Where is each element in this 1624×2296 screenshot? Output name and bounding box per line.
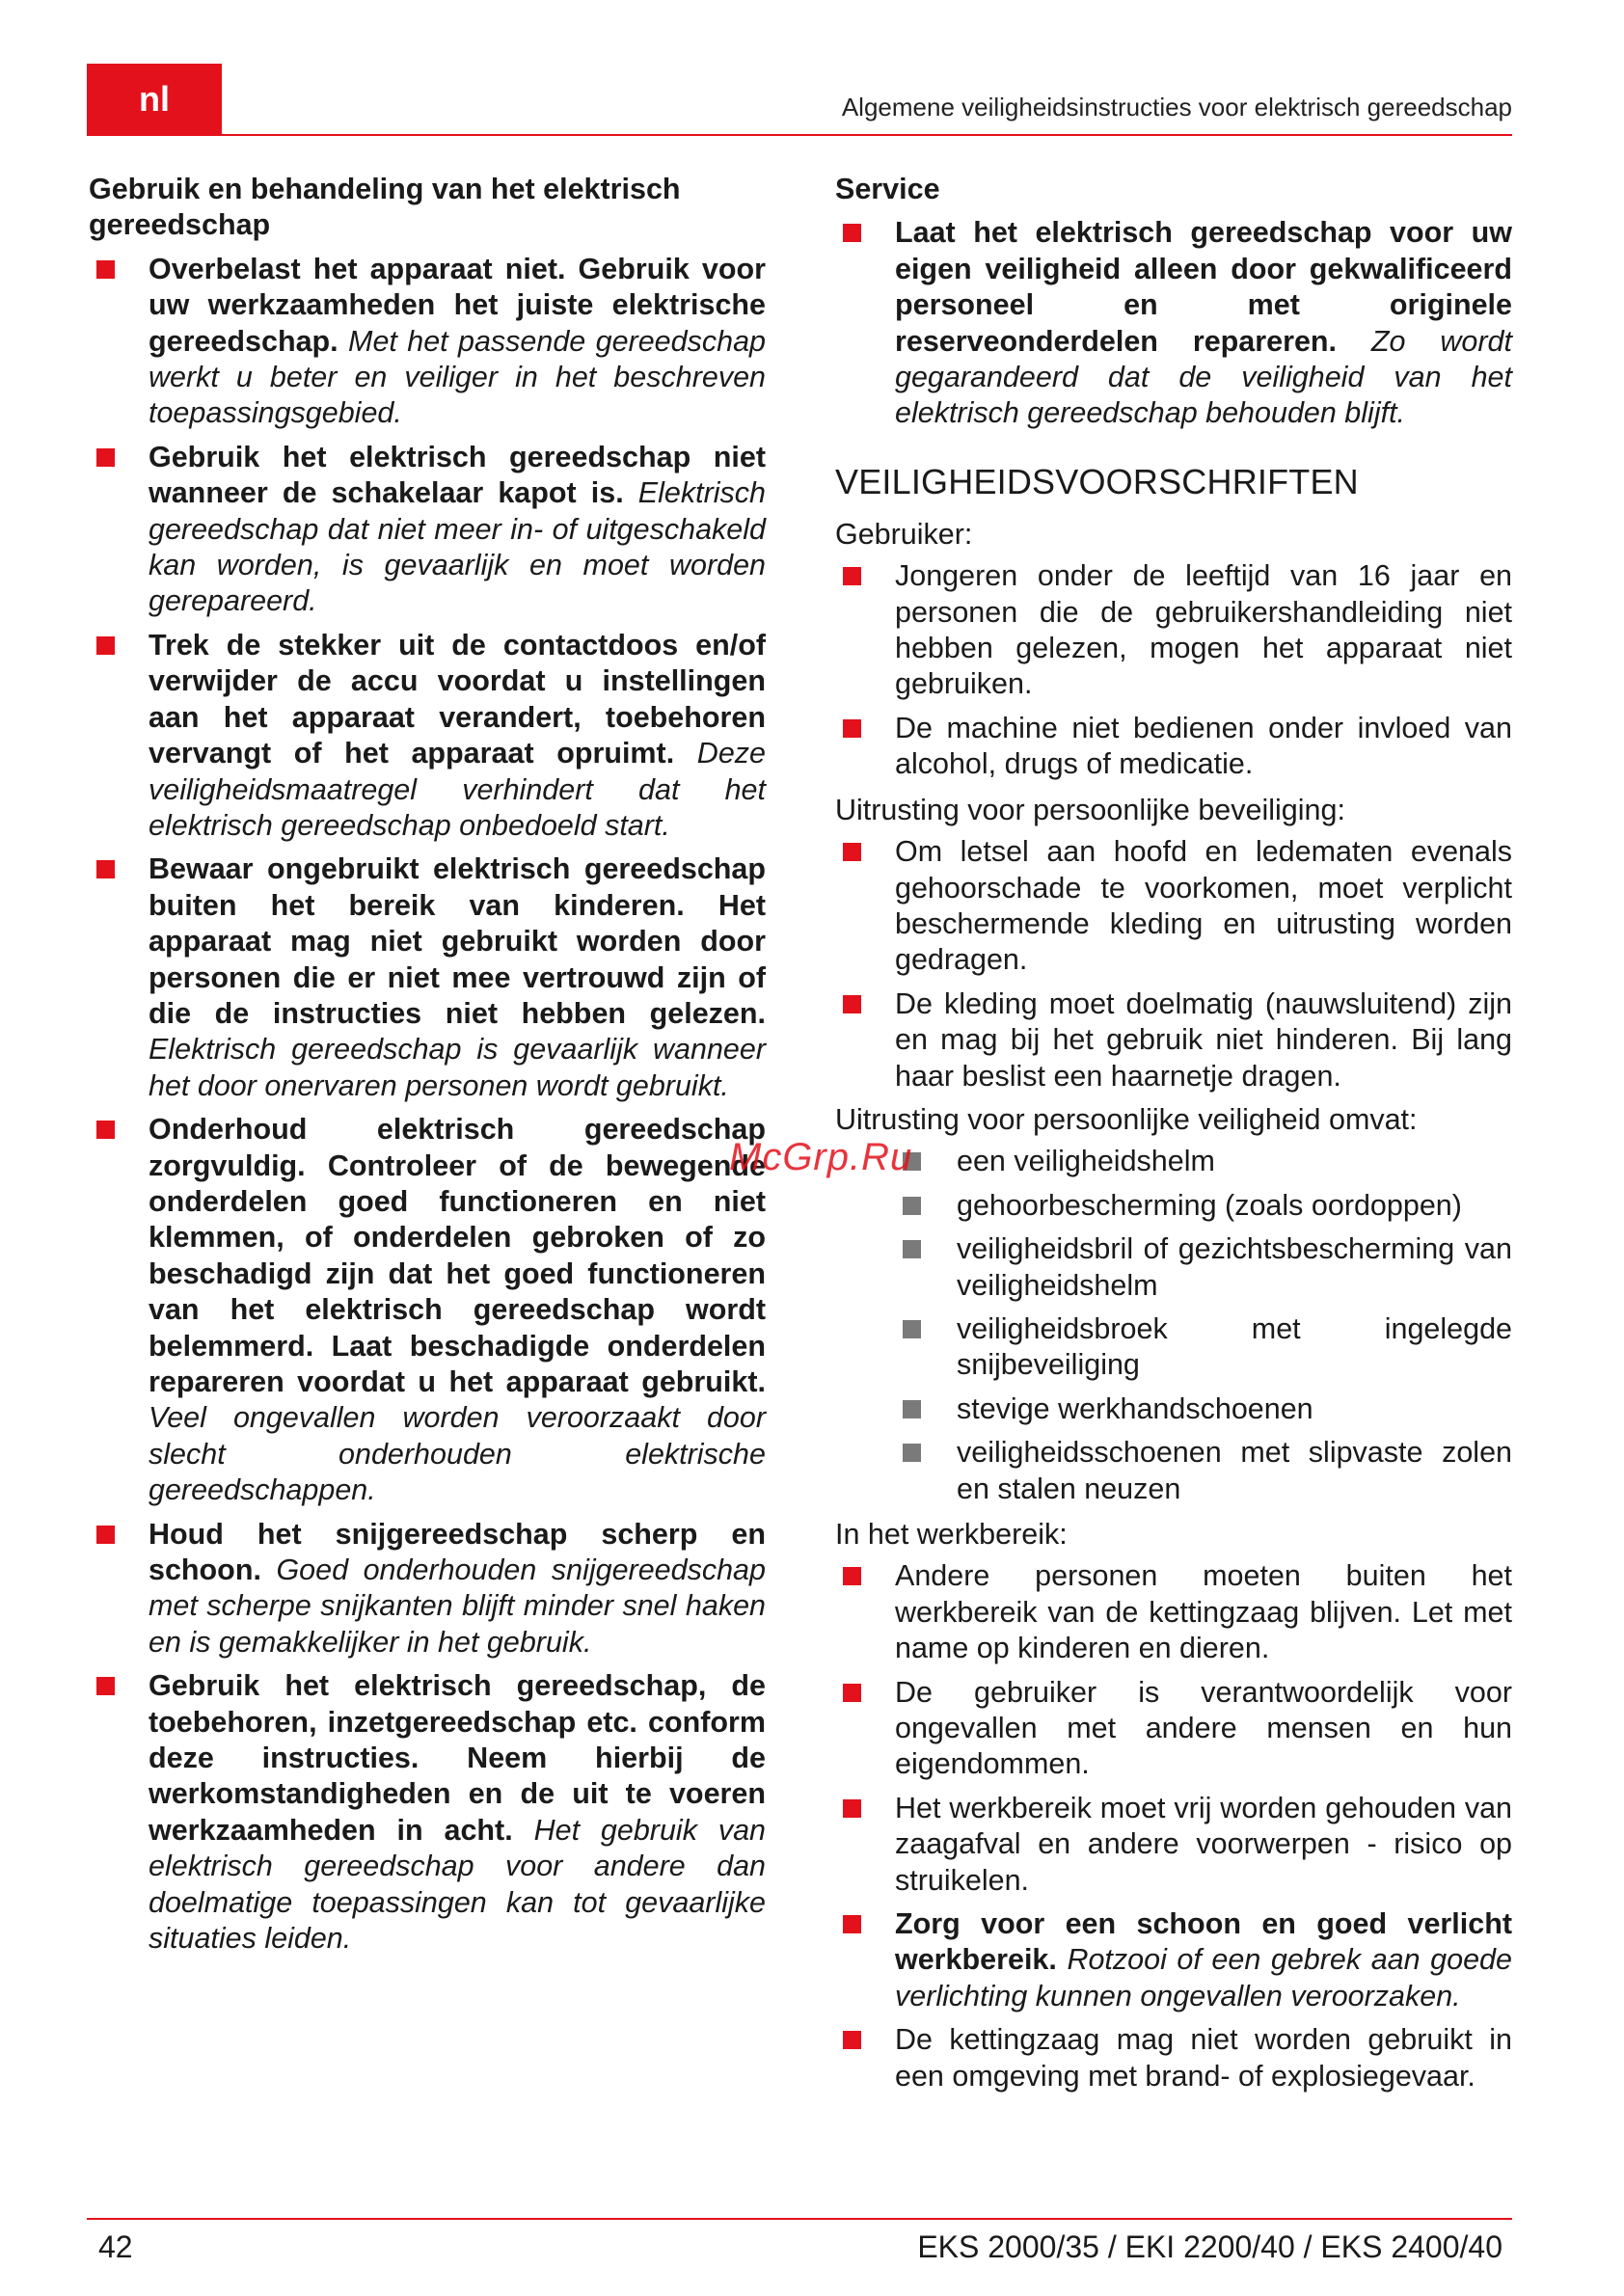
bullet-square-icon — [843, 1915, 861, 1933]
bullet-square-icon — [96, 260, 115, 279]
bullet-square-icon — [843, 1567, 861, 1585]
section-heading-safety: VEILIGHEIDSVOORSCHRIFTEN — [835, 461, 1359, 501]
sub-list-item: stevige werkhandschoenen — [835, 1391, 1512, 1427]
bullet-square-icon — [843, 2031, 861, 2049]
left-column — [89, 172, 766, 1965]
list-item: Het werkbereik moet vrij worden gehouden van zaagafval en andere voorwerpen - risico op struikelen. — [835, 1791, 1512, 1899]
header-rule — [87, 134, 1512, 136]
bullet-square-icon — [96, 1526, 115, 1544]
bullet-square-icon — [96, 1677, 115, 1695]
model-label: EKS 2000/35 / EKI 2200/40 / EKS 2400/40 — [917, 2229, 1502, 2264]
list-item: Gebruik het elektrisch gereedschap, de toebehoren, inzetgereedschap etc. conform deze instructies. Neem hierbij de werkomstandigheden en de uit te voeren werkzaamheden in acht. Het gebruik van elektrisch gereedschap voor andere dan doelmatige toepassingen kan tot gevaarlijke situaties leiden. — [89, 1668, 766, 1957]
bullet-square-icon — [843, 995, 861, 1013]
list-item: Bewaar ongebruikt elektrisch gereedschap buiten het bereik van kinderen. Het apparaat mag niet gebruikt worden door personen die er niet mee vertrouwd zijn of die de instructies niet hebben gelezen. Elektrisch gereedschap is gevaarlijk wanneer het door onervaren personen wordt gebruikt. — [89, 851, 766, 1104]
bullet-square-icon — [843, 1684, 861, 1702]
sub-list-item: gehoorbescherming (zoals oordoppen) — [835, 1188, 1512, 1224]
subheading-ppe-includes: Uitrusting voor persoonlijke veiligheid omvat: — [835, 1102, 1418, 1136]
bullet-square-icon — [843, 719, 861, 738]
bullet-square-icon — [96, 1121, 115, 1139]
bullet-square-icon — [96, 448, 115, 467]
bullet-gray-square-icon — [903, 1400, 921, 1418]
list-item: De machine niet bedienen onder invloed van alcohol, drugs of medicatie. — [835, 711, 1512, 783]
list-item: Laat het elektrisch gereedschap voor uw eigen veiligheid alleen door gekwalificeerd personeel en met originele reserveonderdelen repareren. Zo wordt gegarandeerd dat de veiligheid van het elektrisch gereedschap behouden blijft. — [835, 215, 1512, 431]
bullet-gray-square-icon — [903, 1197, 921, 1215]
language-tab: nl — [87, 64, 222, 135]
header-title: Algemene veiligheidsinstructies voor elektrisch gereedschap — [841, 93, 1512, 122]
bullet-gray-square-icon — [903, 1240, 921, 1258]
list-item: Trek de stekker uit de contactdoos en/of verwijder de accu voordat u instellingen aan het apparaat verandert, toebehoren vervangt of het apparaat opruimt. Deze veiligheidsmaatregel verhindert dat het elektrisch gereedschap onbedoeld start. — [89, 628, 766, 844]
list-item: Onderhoud elektrisch gereedschap zorgvuldig. Controleer of de bewegende onderdelen goed functioneren en niet klemmen, of onderdelen gebroken of zo beschadigd zijn dat het goed functioneren van het elektrisch gereedschap wordt belemmerd. Laat beschadigde onderdelen repareren voordat u het apparaat gebruikt. Veel ongevallen worden veroorzaakt door slecht onderhouden elektrische gereedschappen. — [89, 1112, 766, 1508]
list-item: Om letsel aan hoofd en ledematen evenals gehoorschade te voorkomen, moet verplicht beschermende kleding en uitrusting worden gedragen. — [835, 834, 1512, 979]
sub-list-item: veiligheidsschoenen met slipvaste zolen en stalen neuzen — [835, 1435, 1512, 1507]
list-item: Jongeren onder de leeftijd van 16 jaar en personen die de gebruikershandleiding niet hebben gelezen, mogen het apparaat niet gebruiken. — [835, 558, 1512, 703]
subheading-ppe: Uitrusting voor persoonlijke beveiliging: — [835, 793, 1345, 826]
footer-rule — [87, 2218, 1512, 2220]
bullet-square-icon — [843, 224, 861, 242]
section-heading-service: Service — [835, 173, 940, 205]
section-heading-usage: Gebruik en behandeling van het elektrisch gereedschap — [89, 173, 681, 242]
page-number: 42 — [98, 2229, 133, 2264]
list-item: De kettingzaag mag niet worden gebruikt in een omgeving met brand- of explosiegevaar. — [835, 2022, 1512, 2094]
list-item: De kleding moet doelmatig (nauwsluitend) zijn en mag bij het gebruik niet hinderen. Bij lang haar beslist een haarnetje dragen. — [835, 986, 1512, 1094]
bullet-square-icon — [843, 567, 861, 585]
sub-list-item: een veiligheidshelm — [835, 1144, 1512, 1179]
subheading-user: Gebruiker: — [835, 517, 973, 551]
list-item: Overbelast het apparaat niet. Gebruik voor uw werkzaamheden het juiste elektrische gereedschap. Met het passende gereedschap werkt u beter en veiliger in het beschreven toepassingsgebied. — [89, 252, 766, 432]
bullet-square-icon — [843, 843, 861, 861]
list-item: Andere personen moeten buiten het werkbereik van de kettingzaag blijven. Let met name op kinderen en dieren. — [835, 1558, 1512, 1666]
bullet-square-icon — [96, 860, 115, 878]
bullet-gray-square-icon — [903, 1444, 921, 1462]
list-item: Gebruik het elektrisch gereedschap niet wanneer de schakelaar kapot is. Elektrisch gereedschap dat niet meer in- of uitgeschakeld kan worden, is gevaarlijk en moet worden gerepareerd. — [89, 440, 766, 620]
sub-list-item: veiligheidsbroek met ingelegde snijbeveiliging — [835, 1311, 1512, 1384]
bullet-square-icon — [96, 636, 115, 655]
right-column — [835, 172, 1512, 2102]
bullet-square-icon — [843, 1799, 861, 1818]
bullet-gray-square-icon — [903, 1320, 921, 1338]
watermark: McGrp.Ru — [729, 1136, 913, 1178]
list-item: Zorg voor een schoon en goed verlicht werkbereik. Rotzooi of een gebrek aan goede verlichting kunnen ongevallen veroorzaken. — [835, 1906, 1512, 2014]
subheading-work-area: In het werkbereik: — [835, 1518, 1068, 1551]
list-item: De gebruiker is verantwoordelijk voor ongevallen met andere mensen en hun eigendommen. — [835, 1675, 1512, 1783]
list-item: Houd het snijgereedschap scherp en schoon. Goed onderhouden snijgereedschap met scherpe snijkanten blijft minder snel haken en is gemakkelijker in het gebruik. — [89, 1517, 766, 1661]
sub-list-item: veiligheidsbril of gezichtsbescherming van veiligheidshelm — [835, 1231, 1512, 1304]
